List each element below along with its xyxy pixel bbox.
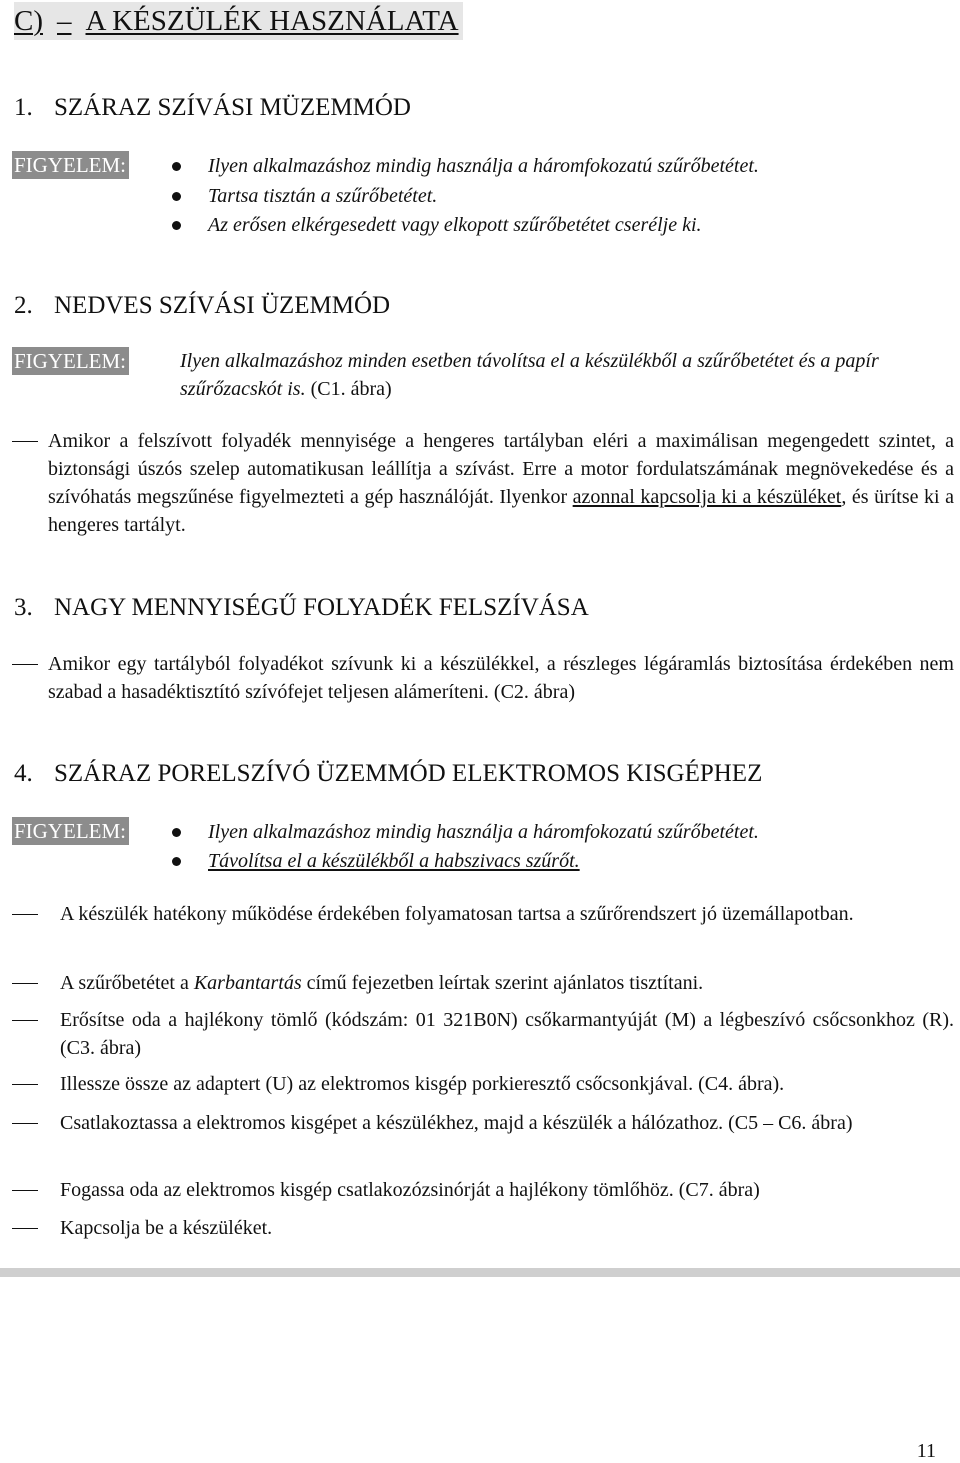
warning-label-1: FIGYELEM: <box>12 151 129 179</box>
section-1-heading: 1. SZÁRAZ SZÍVÁSI MÜZEMMÓD <box>14 94 411 121</box>
page-number: 11 <box>916 1440 936 1462</box>
dash-marker <box>12 914 38 915</box>
section-3-heading: 3. NAGY MENNYISÉGŰ FOLYADÉK FELSZÍVÁSA <box>14 594 589 621</box>
list-item: Csatlakoztassa a elektromos kisgépet a készülékhez, majd a készülék a hálózathoz. (C5 – C6. ábra) <box>60 1112 853 1134</box>
dash-marker <box>12 1123 38 1124</box>
bullet-item: Távolítsa el a készülékből a habszivacs szűrőt. <box>208 846 580 876</box>
bullet-item: Tartsa tisztán a szűrőbetétet. <box>208 181 437 211</box>
list-item: Illessze össze az adaptert (U) az elektromos kisgép porkieresztő csőcsonkjával. (C4. ábra). <box>60 1073 785 1095</box>
list-item: Fogassa oda az elektromos kisgép csatlakozózsinórját a hajlékony tömlőhöz. (C7. ábra) <box>60 1179 760 1201</box>
list-item: Kapcsolja be a készüléket. <box>60 1217 273 1239</box>
warning-label-2: FIGYELEM: <box>12 347 129 375</box>
section-4-heading: 4. SZÁRAZ PORELSZÍVÓ ÜZEMMÓD ELEKTROMOS KISGÉPHEZ <box>14 760 763 787</box>
warning-text-2: Ilyen alkalmazáshoz minden esetben távolítsa el a készülékből a szűrőbetétet és a papír szűrőzacskót is. (C1. ábra) <box>180 350 879 400</box>
section-2-heading: 2. NEDVES SZÍVÁSI ÜZEMMÓD <box>14 292 391 319</box>
bullet-item: Az erősen elkérgesedett vagy elkopott szűrőbetétet cserélje ki. <box>208 210 702 240</box>
list-item: A készülék hatékony működése érdekében folyamatosan tartsa a szűrőrendszert jó üzemállapotban. <box>60 903 854 925</box>
list-item: A szűrőbetétet a Karbantartás című fejezetben leírtak szerint ajánlatos tisztítani. <box>60 972 704 994</box>
dash-marker <box>12 983 38 984</box>
warning-label-4: FIGYELEM: <box>12 817 129 845</box>
footer-rule <box>0 1268 960 1277</box>
main-title: C) – A KÉSZÜLÉK HASZNÁLATA <box>14 2 463 40</box>
dash-marker <box>12 441 38 442</box>
bullet-item: Ilyen alkalmazáshoz mindig használja a háromfokozatú szűrőbetétet. <box>208 151 759 181</box>
dash-marker <box>12 1190 38 1191</box>
section-2-paragraph: Amikor a felszívott folyadék mennyisége a hengeres tartályban eléri a maximálisan megengedett szintet, a biztonsági úszós szelep automatikusan leállítja a szívást. Erre a motor fordulatszámának megnövekedése és a szívóhatás megszűnése figyelmezteti a gép használóját. Ilyenkor azonnal kapcsolja ki a készüléket, és ürítse ki a hengeres tartályt. <box>48 430 955 536</box>
list-item: Erősítse oda a hajlékony tömlő (kódszám: 01 321B0N) csőkarmantyúját (M) a légbeszívó csőcsonkhoz (R). (C3. ábra) <box>60 1009 954 1059</box>
dash-marker <box>12 1020 38 1021</box>
dash-marker <box>12 1228 38 1229</box>
dash-marker <box>12 664 38 665</box>
bullet-item: Ilyen alkalmazáshoz mindig használja a háromfokozatú szűrőbetétet. <box>208 817 759 847</box>
section-3-paragraph: Amikor egy tartályból folyadékot szívunk ki a készülékkel, a részleges légáramlás biztosítása érdekében nem szabad a hasadéktisztító szívófejet teljesen alámeríteni. (C2. ábra) <box>48 653 954 703</box>
dash-marker <box>12 1084 38 1085</box>
